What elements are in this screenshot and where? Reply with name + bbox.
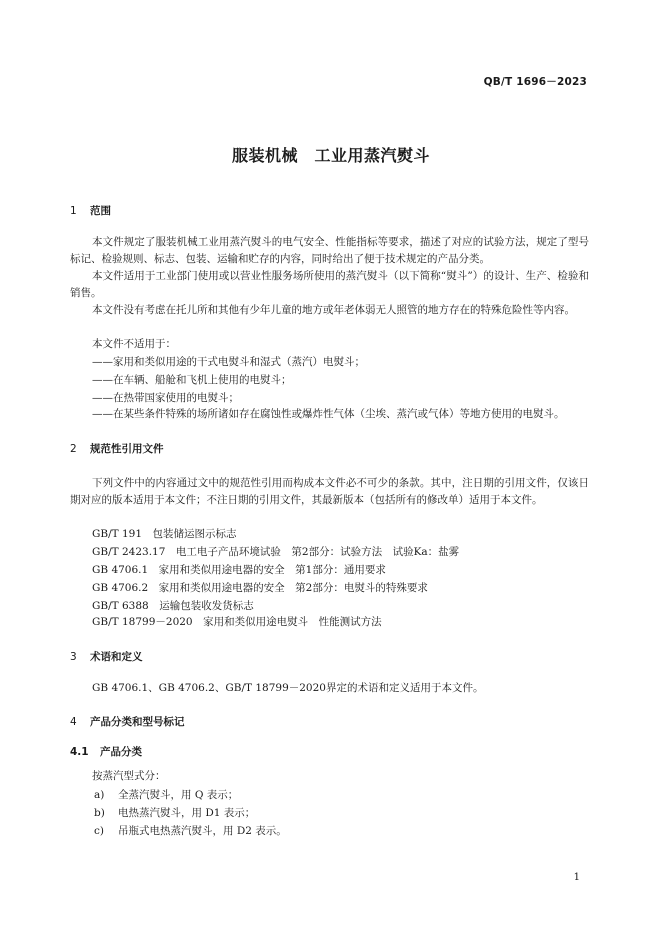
list-item xyxy=(94,787,238,802)
section-4-heading xyxy=(70,714,185,729)
classification-intro: 按蒸汽型式分： xyxy=(92,770,166,782)
references-intro-paragraph: 下列文件中的内容通过文中的规范性引用而构成本文件必不可少的条款。其中，注日期的引用文件，仅该日期对应的版本适用于本文件；不注日期的引用文件，其最新版本（包括所有的修改单）适用于本文件。 xyxy=(70,477,589,506)
section-title: 产品分类和型号标记 xyxy=(90,716,185,728)
subsection-number: 4.1 xyxy=(70,746,89,758)
scope-paragraph-4: 本文件不适用于： xyxy=(92,338,176,350)
exclusion-item: ——在车辆、船舱和飞机上使用的电熨斗； xyxy=(92,374,292,386)
section-title: 规范性引用文件 xyxy=(90,443,164,455)
reference-item: GB/T 2423.17 电工电子产品环境试验 第2部分：试验方法 试验Ka：盐雾 xyxy=(92,546,460,558)
section-title: 术语和定义 xyxy=(90,651,143,663)
exclusion-item: ——在热带国家使用的电熨斗； xyxy=(92,392,239,404)
list-item-text: 电热蒸汽熨斗，用 D1 表示； xyxy=(118,807,256,819)
list-marker: a) xyxy=(94,789,105,801)
section-1-heading xyxy=(70,203,111,218)
section-number: 1 xyxy=(70,205,77,217)
list-marker: b) xyxy=(94,807,105,819)
reference-item: GB/T 191 包装储运图示标志 xyxy=(92,528,237,540)
list-marker: c) xyxy=(94,825,104,837)
document-title: 服装机械 工业用蒸汽熨斗 xyxy=(231,146,430,165)
scope-paragraph-3: 本文件没有考虑在托儿所和其他有少年儿童的地方或年老体弱无人照管的地方存在的特殊危险性等内容。 xyxy=(92,304,575,316)
reference-item: GB/T 18799－2020 家用和类似用途电熨斗 性能测试方法 xyxy=(92,616,382,628)
scope-paragraph-2: 本文件适用于工业部门使用或以营业性服务场所使用的蒸汽熨斗（以下简称“熨斗”）的设计、生产、检验和销售。 xyxy=(70,270,589,299)
exclusion-item: ——在某些条件特殊的场所诸如存在腐蚀性或爆炸性气体（尘埃、蒸汽或气体）等地方使用的电熨斗。 xyxy=(92,408,565,420)
reference-item: GB/T 6388 运输包装收发货标志 xyxy=(92,600,254,612)
subsection-4-1-heading xyxy=(70,744,142,759)
exclusion-item: ——家用和类似用途的干式电熨斗和湿式（蒸汽）电熨斗； xyxy=(92,356,365,368)
section-number: 3 xyxy=(70,651,77,663)
list-item xyxy=(94,823,287,838)
reference-item: GB 4706.2 家用和类似用途电器的安全 第2部分：电熨斗的特殊要求 xyxy=(92,582,428,594)
subsection-title: 产品分类 xyxy=(100,746,142,758)
section-2-heading xyxy=(70,441,164,456)
terms-paragraph: GB 4706.1、GB 4706.2、GB/T 18799－2020界定的术语和定义适用于本文件。 xyxy=(92,682,484,694)
section-title: 范围 xyxy=(90,205,111,217)
section-3-heading xyxy=(70,649,143,664)
page-number: 1 xyxy=(573,872,580,883)
standard-number: QB/T 1696－2023 xyxy=(483,76,587,88)
section-number: 2 xyxy=(70,443,77,455)
list-item-text: 吊瓶式电热蒸汽熨斗，用 D2 表示。 xyxy=(118,825,287,837)
section-number: 4 xyxy=(70,716,77,728)
scope-paragraph-1: 本文件规定了服装机械工业用蒸汽熨斗的电气安全、性能指标等要求，描述了对应的试验方法，规定了型号标记、检验规则、标志、包装、运输和贮存的内容，同时给出了便于技术规定的产品分类。 xyxy=(70,236,589,265)
reference-item: GB 4706.1 家用和类似用途电器的安全 第1部分：通用要求 xyxy=(92,564,386,576)
list-item-text: 全蒸汽熨斗，用 Q 表示； xyxy=(118,789,239,801)
list-item xyxy=(94,805,255,820)
